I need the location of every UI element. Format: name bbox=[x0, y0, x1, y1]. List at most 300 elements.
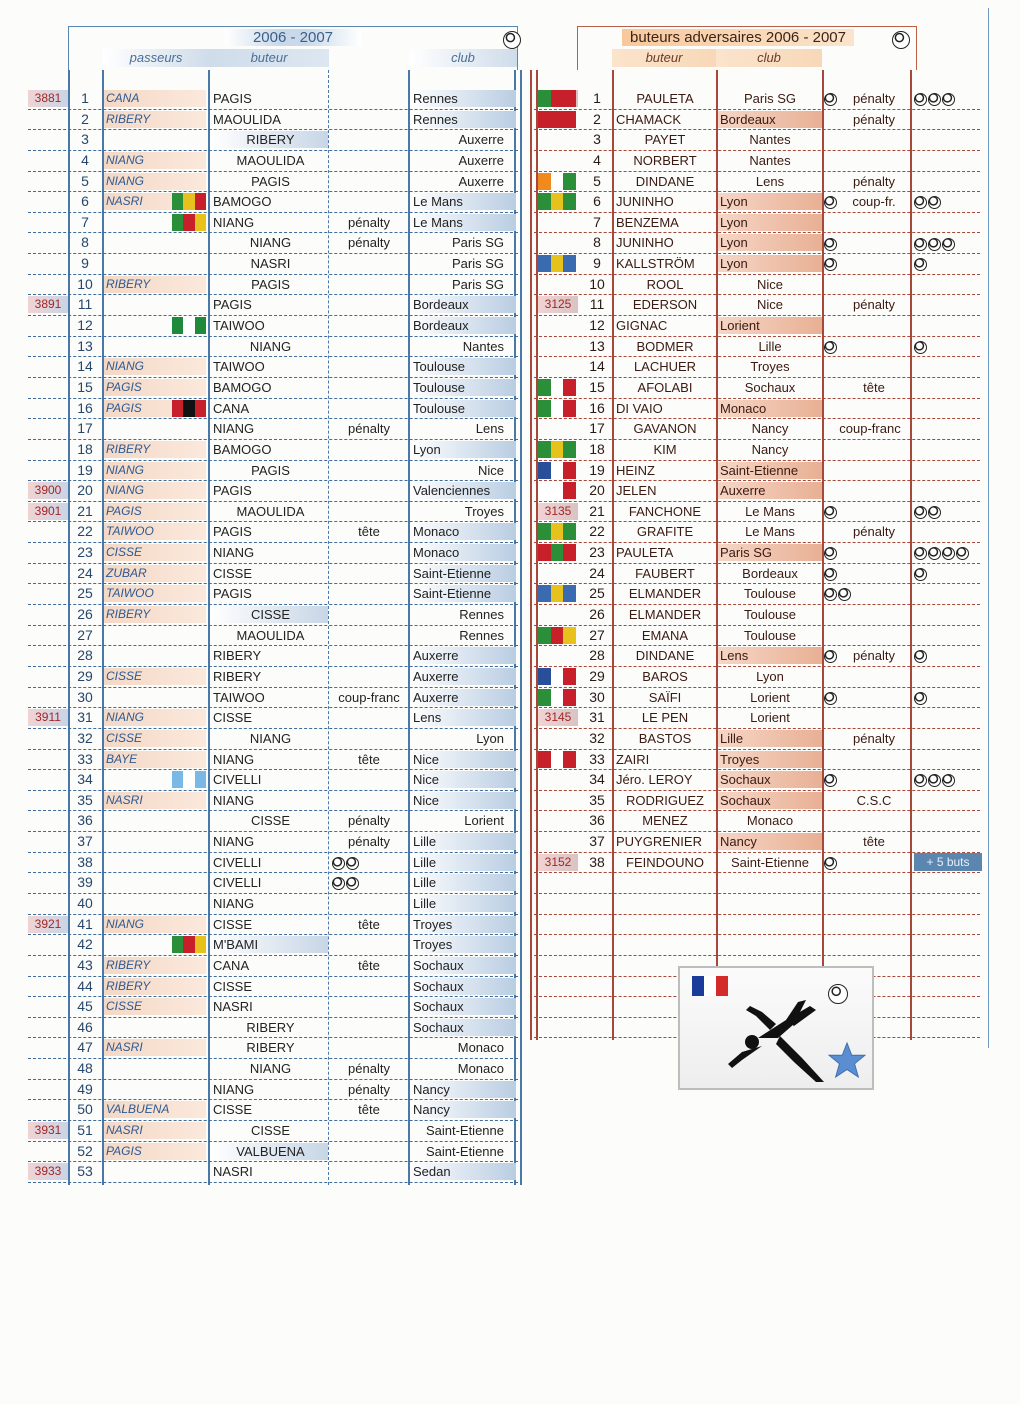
left-scorers-table bbox=[28, 89, 518, 1183]
scorer-name: NIANG bbox=[213, 834, 255, 850]
table-row bbox=[534, 626, 980, 647]
soccer-ball-icon bbox=[914, 506, 927, 519]
opponent-scorer: SAÏFI bbox=[648, 689, 682, 705]
scorer-name: RIBERY bbox=[246, 1019, 295, 1035]
assist-player: CISSE bbox=[104, 544, 206, 561]
goal-number: 18 bbox=[77, 440, 93, 457]
scorer-club: Toulouse bbox=[743, 607, 797, 623]
table-row bbox=[28, 172, 518, 193]
scorer-name: RIBERY bbox=[210, 131, 328, 148]
scorer-club: Lens bbox=[755, 173, 785, 189]
record-count: 3145 bbox=[538, 709, 578, 726]
scorer-name: NIANG bbox=[213, 1081, 255, 1097]
country-flag-icon bbox=[538, 523, 576, 540]
soccer-ball-icon bbox=[332, 877, 345, 890]
goal-number: 40 bbox=[77, 894, 93, 911]
opponent-scorer: BODMER bbox=[636, 338, 694, 354]
goal-number: 33 bbox=[77, 750, 93, 767]
table-row bbox=[28, 956, 518, 977]
ball-markers bbox=[824, 545, 838, 560]
table-row bbox=[534, 832, 980, 853]
soccer-ball-icon bbox=[942, 93, 955, 106]
goal-number: 37 bbox=[77, 833, 93, 850]
goal-type: pénalty bbox=[853, 173, 895, 189]
table-row bbox=[534, 192, 980, 213]
goal-type: coup-fr. bbox=[852, 194, 896, 210]
soccer-ball-icon bbox=[914, 196, 927, 209]
goal-type: pénalty bbox=[853, 524, 895, 540]
opponent-scorer: ZAIRI bbox=[616, 751, 650, 767]
table-row bbox=[534, 584, 980, 605]
table-row bbox=[28, 502, 518, 523]
opponent-club: Sochaux bbox=[410, 998, 516, 1015]
goal-type: tête bbox=[358, 916, 380, 932]
scorer-name: CISSE bbox=[213, 916, 253, 932]
table-row bbox=[28, 1121, 518, 1142]
scorer-name: CANA bbox=[213, 957, 250, 973]
table-row bbox=[534, 295, 980, 316]
table-row bbox=[28, 584, 518, 605]
opponent-club: Lille bbox=[410, 874, 516, 891]
assist-player: RIBERY bbox=[104, 276, 206, 293]
country-flag-icon bbox=[538, 111, 576, 128]
opponent-club: Lyon bbox=[410, 441, 516, 458]
goal-number: 39 bbox=[77, 874, 93, 891]
goal-number: 21 bbox=[589, 502, 605, 519]
soccer-ball-icon bbox=[928, 238, 941, 251]
table-row bbox=[28, 688, 518, 709]
opponent-scorer: DINDANE bbox=[635, 173, 695, 189]
scorer-club: Auxerre bbox=[718, 482, 822, 499]
soccer-ball-icon bbox=[824, 774, 837, 787]
record-count: 3125 bbox=[538, 296, 578, 313]
opponent-club: Nice bbox=[410, 771, 516, 788]
assist-player bbox=[104, 1081, 206, 1098]
bicycle-kick-player-icon bbox=[698, 972, 848, 1082]
ball-markers bbox=[824, 256, 838, 271]
goal-number: 17 bbox=[589, 420, 605, 437]
assist-player bbox=[104, 833, 206, 850]
record-count: 3900 bbox=[28, 482, 68, 499]
page-edge-rule bbox=[988, 8, 989, 1048]
goal-number: 7 bbox=[593, 213, 601, 230]
goal-number: 15 bbox=[77, 378, 93, 395]
goal-number: 9 bbox=[81, 255, 89, 272]
goal-type: pénalty bbox=[348, 235, 390, 251]
table-row bbox=[28, 873, 518, 894]
assist-player: PAGIS bbox=[104, 379, 206, 396]
scorer-name: CIVELLI bbox=[213, 854, 262, 870]
scorer-name: PAGIS bbox=[213, 524, 252, 540]
table-row bbox=[28, 110, 518, 131]
soccer-ball-icon bbox=[942, 774, 955, 787]
scorer-club: Saint-Etienne bbox=[730, 854, 810, 870]
ball-markers bbox=[824, 855, 838, 870]
soccer-ball-icon bbox=[942, 547, 955, 560]
goal-number: 5 bbox=[593, 172, 601, 189]
soccer-ball-icon bbox=[914, 258, 927, 271]
goal-number: 52 bbox=[77, 1142, 93, 1159]
goal-number: 36 bbox=[77, 812, 93, 829]
scorer-club: Lyon bbox=[718, 214, 822, 231]
scorer-name: CIVELLI bbox=[213, 772, 262, 788]
goal-type: C.S.C bbox=[856, 792, 892, 808]
opponent-club: Monaco bbox=[457, 1040, 504, 1056]
opponent-scorer: PAYET bbox=[644, 132, 686, 148]
opponent-scorer: RODRIGUEZ bbox=[626, 792, 704, 808]
scorer-name: CISSE bbox=[213, 1102, 253, 1118]
table-row bbox=[28, 378, 518, 399]
opponent-scorer: JELEN bbox=[616, 483, 657, 499]
goal-number: 6 bbox=[593, 193, 601, 210]
scorer-club: Monaco bbox=[718, 400, 822, 417]
header-buteur: buteur bbox=[209, 49, 329, 67]
opponent-scorer: JUNINHO bbox=[616, 194, 674, 210]
soccer-ball-icon bbox=[942, 238, 955, 251]
table-row bbox=[28, 295, 518, 316]
goal-number: 25 bbox=[77, 585, 93, 602]
table-row bbox=[28, 915, 518, 936]
goal-type: tête bbox=[863, 379, 885, 395]
goal-number: 11 bbox=[589, 296, 605, 313]
goal-number: 33 bbox=[589, 750, 605, 767]
soccer-ball-icon bbox=[914, 568, 927, 581]
opponent-club: Toulouse bbox=[410, 400, 516, 417]
goal-number: 42 bbox=[77, 936, 93, 953]
assist-player: PAGIS bbox=[104, 400, 206, 417]
table-row bbox=[534, 708, 980, 729]
goal-number: 34 bbox=[589, 771, 605, 788]
right-table-header bbox=[577, 26, 917, 70]
goal-number: 32 bbox=[589, 729, 605, 746]
goal-number: 29 bbox=[589, 667, 605, 684]
scorer-club: Lille bbox=[718, 730, 822, 747]
goal-number: 38 bbox=[589, 853, 605, 870]
scorer-club: Lyon bbox=[756, 668, 784, 684]
scorer-name: NIANG bbox=[249, 1061, 292, 1077]
empty-row bbox=[534, 873, 980, 894]
assist-player: BAYE bbox=[104, 751, 206, 768]
goal-number: 19 bbox=[77, 461, 93, 478]
ball-markers bbox=[914, 504, 942, 519]
opponent-scorer: AFOLABI bbox=[637, 379, 693, 395]
opponent-club: Rennes bbox=[459, 607, 504, 623]
goal-number: 45 bbox=[77, 998, 93, 1015]
opponent-scorer: GIGNAC bbox=[616, 318, 668, 334]
goal-number: 26 bbox=[77, 606, 93, 623]
scorer-club: Le Mans bbox=[745, 524, 795, 540]
goal-number: 3 bbox=[81, 131, 89, 148]
record-count: 3152 bbox=[538, 854, 578, 871]
goal-number: 16 bbox=[77, 399, 93, 416]
table-row bbox=[28, 1080, 518, 1101]
record-count: 3881 bbox=[28, 90, 68, 107]
country-flag-icon bbox=[538, 173, 576, 190]
assist-player bbox=[104, 234, 206, 251]
ball-markers bbox=[824, 504, 838, 519]
goal-type: tête bbox=[358, 524, 380, 540]
ball-markers bbox=[824, 586, 852, 601]
opponent-scorer: EMANA bbox=[641, 627, 689, 643]
table-row bbox=[28, 1038, 518, 1059]
goal-number: 2 bbox=[81, 110, 89, 127]
scorer-name: VALBUENA bbox=[210, 1143, 328, 1160]
table-row bbox=[534, 750, 980, 771]
scorer-name: CIVELLI bbox=[213, 875, 262, 891]
opponent-club: Sochaux bbox=[410, 978, 516, 995]
assist-player: NASRI bbox=[104, 1122, 206, 1139]
ball-markers bbox=[914, 235, 956, 250]
goal-number: 14 bbox=[589, 358, 605, 375]
table-row bbox=[28, 626, 518, 647]
opponent-scorer: EDERSON bbox=[632, 297, 698, 313]
scorer-club: Paris SG bbox=[718, 544, 822, 561]
soccer-ball-icon bbox=[346, 857, 359, 870]
goal-number: 44 bbox=[77, 977, 93, 994]
table-row bbox=[28, 894, 518, 915]
table-row bbox=[28, 1018, 518, 1039]
scorer-name: NIANG bbox=[213, 751, 255, 767]
scorer-name: NIANG bbox=[213, 895, 255, 911]
scorer-club: Lorient bbox=[750, 710, 790, 726]
scorer-club: Paris SG bbox=[743, 91, 796, 106]
table-row bbox=[28, 316, 518, 337]
left-table-header bbox=[68, 26, 518, 70]
soccer-ball-icon bbox=[928, 196, 941, 209]
table-row bbox=[534, 378, 980, 399]
assist-player: RIBERY bbox=[104, 111, 206, 128]
assist-player bbox=[104, 131, 206, 148]
opponent-club: Lens bbox=[410, 709, 516, 726]
goal-number: 22 bbox=[589, 523, 605, 540]
scorer-name: NASRI bbox=[213, 999, 253, 1015]
assist-player: CANA bbox=[104, 90, 206, 107]
soccer-ball-icon bbox=[914, 93, 927, 106]
goal-number: 6 bbox=[81, 193, 89, 210]
left-rule-7 bbox=[520, 70, 522, 1185]
scorer-club: Nice bbox=[756, 276, 783, 292]
goal-number: 1 bbox=[593, 90, 601, 106]
table-row bbox=[28, 461, 518, 482]
opponent-club: Auxerre bbox=[410, 668, 516, 685]
country-flag-icon bbox=[538, 668, 576, 685]
scorer-name: TAIWOO bbox=[213, 359, 265, 375]
table-row bbox=[28, 254, 518, 275]
opponent-club: Rennes bbox=[459, 627, 504, 643]
ball-markers bbox=[332, 855, 360, 870]
scorer-name: NIANG bbox=[213, 214, 255, 230]
table-row bbox=[534, 667, 980, 688]
scorer-name: NIANG bbox=[213, 545, 255, 561]
goal-number: 23 bbox=[77, 544, 93, 561]
scorer-club: Toulouse bbox=[743, 627, 797, 643]
assist-player bbox=[104, 854, 206, 871]
goal-number: 32 bbox=[77, 729, 93, 746]
assist-player: CISSE bbox=[104, 668, 206, 685]
assist-player: NASRI bbox=[104, 193, 206, 210]
goal-number: 10 bbox=[77, 275, 93, 292]
country-flag-icon bbox=[172, 193, 206, 210]
table-row bbox=[534, 502, 980, 523]
country-flag-icon bbox=[538, 585, 576, 602]
opponent-club: Auxerre bbox=[410, 647, 516, 664]
assist-player: NIANG bbox=[104, 709, 206, 726]
table-row bbox=[534, 151, 980, 172]
ball-markers bbox=[824, 566, 838, 581]
opponent-scorer: GAVANON bbox=[633, 421, 697, 437]
scorer-name: TAIWOO bbox=[213, 689, 265, 705]
scorer-club: Lorient bbox=[718, 317, 822, 334]
table-row bbox=[534, 89, 980, 110]
table-row bbox=[28, 213, 518, 234]
soccer-ball-icon bbox=[346, 877, 359, 890]
goal-number: 13 bbox=[589, 337, 605, 354]
opponent-scorer: CHAMACK bbox=[616, 111, 682, 127]
scorer-name: PAGIS bbox=[213, 91, 252, 106]
goal-number: 28 bbox=[77, 647, 93, 664]
ball-markers bbox=[914, 91, 956, 106]
goal-number: 49 bbox=[77, 1080, 93, 1097]
opponent-club: Lille bbox=[410, 833, 516, 850]
opponent-club: Nice bbox=[410, 751, 516, 768]
goal-number: 53 bbox=[77, 1163, 93, 1180]
goal-number: 22 bbox=[77, 523, 93, 540]
opponent-club: Lorient bbox=[464, 813, 504, 829]
table-row bbox=[28, 233, 518, 254]
goal-type: pénalty bbox=[853, 297, 895, 313]
soccer-ball-icon bbox=[914, 692, 927, 705]
assist-player bbox=[104, 689, 206, 706]
table-row bbox=[534, 729, 980, 750]
country-flag-icon bbox=[538, 627, 576, 644]
table-row bbox=[534, 357, 980, 378]
table-row bbox=[534, 770, 980, 791]
assist-player: NIANG bbox=[104, 482, 206, 499]
table-row bbox=[534, 172, 980, 193]
opponent-club: Rennes bbox=[410, 90, 516, 107]
table-row bbox=[28, 853, 518, 874]
assist-player: VALBUENA bbox=[104, 1101, 206, 1118]
table-row bbox=[28, 192, 518, 213]
opponent-club: Toulouse bbox=[410, 379, 516, 396]
goal-number: 47 bbox=[77, 1039, 93, 1056]
scorer-name: NIANG bbox=[249, 338, 292, 354]
opponent-scorer: GRAFITE bbox=[636, 524, 694, 540]
assist-player: RIBERY bbox=[104, 978, 206, 995]
table-row bbox=[28, 750, 518, 771]
soccer-ball-icon bbox=[928, 506, 941, 519]
opponent-scorer: BAROS bbox=[642, 668, 688, 684]
table-row bbox=[28, 543, 518, 564]
record-count: 3901 bbox=[28, 503, 68, 520]
ball-markers bbox=[914, 339, 928, 354]
opponent-club: Monaco bbox=[410, 523, 516, 540]
scorer-club: Bordeaux bbox=[742, 565, 798, 581]
opponent-club: Rennes bbox=[410, 111, 516, 128]
opponent-scorer: FAUBERT bbox=[635, 565, 695, 581]
table-row bbox=[28, 646, 518, 667]
country-flag-icon bbox=[538, 255, 576, 272]
goal-number: 13 bbox=[77, 337, 93, 354]
table-row bbox=[534, 605, 980, 626]
table-row bbox=[534, 254, 980, 275]
scorer-name: PAGIS bbox=[213, 483, 252, 499]
goal-number: 18 bbox=[589, 440, 605, 457]
scorer-name: RIBERY bbox=[246, 1040, 295, 1056]
table-row bbox=[534, 399, 980, 420]
goal-type: pénalty bbox=[853, 91, 895, 106]
soccer-ball-icon bbox=[914, 238, 927, 251]
ball-markers bbox=[914, 256, 928, 271]
goal-type: tête bbox=[358, 751, 380, 767]
goal-number: 10 bbox=[589, 275, 605, 292]
country-flag-icon bbox=[172, 400, 206, 417]
country-flag-icon bbox=[538, 751, 576, 768]
left-title: 2006 - 2007 bbox=[69, 29, 517, 46]
opponent-scorer: HEINZ bbox=[616, 462, 655, 478]
table-row bbox=[28, 522, 518, 543]
goal-number: 9 bbox=[593, 255, 601, 272]
assist-player: PAGIS bbox=[104, 503, 206, 520]
table-row bbox=[28, 481, 518, 502]
scorer-name: MAOULIDA bbox=[236, 152, 305, 168]
goal-number: 14 bbox=[77, 358, 93, 375]
opponent-club: Bordeaux bbox=[410, 296, 516, 313]
scorer-name: NASRI bbox=[213, 1164, 253, 1180]
scorer-name: PAGIS bbox=[213, 586, 252, 602]
extra-goals-badge: + 5 buts bbox=[914, 853, 982, 871]
opponent-club: Saint-Etienne bbox=[425, 1123, 504, 1139]
assist-player: RIBERY bbox=[104, 957, 206, 974]
goal-type: pénalty bbox=[348, 834, 390, 850]
scorer-name: CISSE bbox=[213, 710, 253, 726]
country-flag-icon bbox=[538, 482, 576, 499]
goal-number: 19 bbox=[589, 461, 605, 478]
ball-markers bbox=[914, 566, 928, 581]
goal-number: 46 bbox=[77, 1018, 93, 1035]
opponent-scorer: ELMANDER bbox=[628, 607, 702, 623]
opponent-scorer: Jéro. LEROY bbox=[616, 772, 693, 788]
goal-type: pénalty bbox=[348, 1061, 390, 1077]
table-row bbox=[534, 419, 980, 440]
goal-number: 37 bbox=[589, 833, 605, 850]
goal-number: 7 bbox=[81, 213, 89, 230]
country-flag-icon bbox=[538, 441, 576, 458]
scorer-club: Toulouse bbox=[743, 586, 797, 602]
scorer-club: Troyes bbox=[750, 359, 790, 375]
scorer-name: BAMOGO bbox=[213, 441, 272, 457]
soccer-ball-icon bbox=[956, 547, 969, 560]
goal-number: 43 bbox=[77, 956, 93, 973]
table-row bbox=[534, 564, 980, 585]
table-row bbox=[28, 399, 518, 420]
country-flag-icon bbox=[538, 193, 576, 210]
table-row bbox=[534, 130, 980, 151]
ball-markers bbox=[914, 194, 942, 209]
goal-number: 41 bbox=[77, 915, 93, 932]
table-row bbox=[534, 646, 980, 667]
opponent-club: Sedan bbox=[410, 1163, 516, 1180]
opponent-club: Lille bbox=[410, 895, 516, 912]
goal-type: pénalty bbox=[853, 730, 895, 746]
opponent-scorer: ELMANDER bbox=[628, 586, 702, 602]
table-row bbox=[28, 770, 518, 791]
goal-number: 5 bbox=[81, 172, 89, 189]
opponent-club: Monaco bbox=[410, 544, 516, 561]
opponent-club: Troyes bbox=[410, 936, 516, 953]
assist-player bbox=[104, 647, 206, 664]
assist-player: NIANG bbox=[104, 462, 206, 479]
